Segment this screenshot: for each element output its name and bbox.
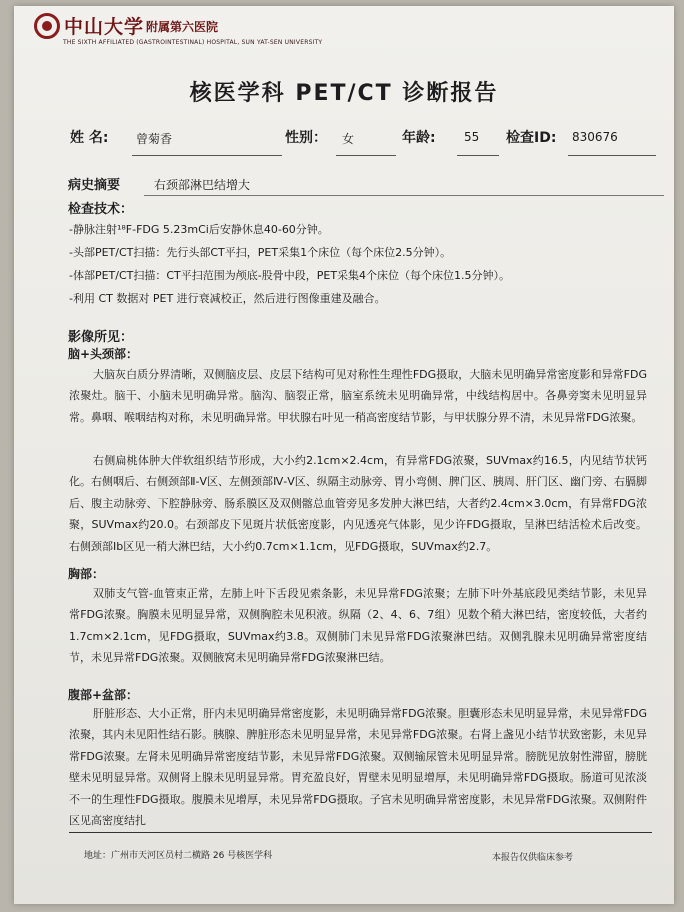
- brain-neck-paragraph-1: 大脑灰白质分界清晰，双侧脑皮层、皮层下结构可见对称性生理性FDG摄取，大脑未见明确异常密度影和异常FDG浓聚灶。脑干、小脑未见明确异常。脑沟、脑裂正常，脑室系统未见明确异常，中线结构居中。各鼻旁窦未见明显异常。鼻咽、喉咽结构对称，未见明确异常。甲状腺右叶见一稍高密度结节影，与甲状腺分界不清，未见异常FDG浓聚。: [69, 368, 647, 424]
- technique-heading: 检查技术：: [68, 202, 134, 217]
- technique-line: -利用 CT 数据对 PET 进行衰减校正，然后进行图像重建及融合。: [69, 292, 386, 305]
- exam-id-label: 检查ID:: [506, 130, 557, 146]
- footer-disclaimer: 本报告仅供临床参考: [492, 853, 574, 863]
- technique-line: -头部PET/CT扫描：先行头部CT平扫，PET采集1个床位（每个床位2.5分钟）。: [69, 246, 452, 259]
- brain-neck-paragraph-2: 右侧扁桃体肿大伴软组织结节形成，大小约2.1cm×2.4cm，有异常FDG浓聚，SUVmax约16.5，内见结节状钙化。右侧咽后、右侧颈部Ⅱ-Ⅴ区、左侧颈部Ⅳ-Ⅴ区、纵隔主动脉旁、胃小弯侧、脾门区、胰周、肝门区、幽门旁、右膈脚后、腹主动脉旁、下腔静脉旁、肠系膜区及双侧髂总血管旁见多发肿大淋巴结，大者约2.4cm×3.0cm，有异常FDG浓聚，SUVmax约20.0。右颈部皮下见斑片状低密度影，内见透亮气体影，见少许FDG摄取，呈淋巴结活检术后改变。右侧颈部Ⅰb区见一稍大淋巴结，大小约0.7cm×1.1cm，见FDG摄取，SUVmax约2.7。: [69, 454, 647, 553]
- report-page: [14, 6, 674, 904]
- name-underline: [132, 155, 282, 156]
- hospital-logo-icon: [34, 13, 60, 39]
- chest-paragraph: 双肺支气管-血管束正常，左肺上叶下舌段见索条影，未见异常FDG浓聚；左肺下叶外基底段见类结节影，未见异常FDG浓聚。胸膜未见明显异常，双侧胸腔未见积液。纵隔（2、4、6、7组）见数个稍大淋巴结，密度较低，大者约1.7cm×2.1cm，见FDG摄取，SUVmax约3.8。双侧肺门未见异常FDG浓聚淋巴结。双侧乳腺未见明确异常密度结节，未见异常FDG浓聚。双侧腋窝未见明确异常FDG浓聚淋巴结。: [69, 587, 647, 665]
- hospital-suffix: 附属第六医院: [146, 20, 219, 34]
- abdomen-heading: 腹部+盆部：: [68, 688, 139, 702]
- history-value: 右颈部淋巴结增大: [154, 178, 251, 192]
- chest-heading: 胸部：: [68, 567, 105, 581]
- name-label: 姓 名:: [70, 130, 109, 146]
- sex-value: 女: [342, 132, 355, 146]
- age-label: 年龄:: [402, 130, 436, 146]
- exam-id-value: 830676: [572, 130, 618, 144]
- technique-line: -静脉注射¹⁸F-FDG 5.23mCi后安静休息40-60分钟。: [69, 223, 329, 236]
- hospital-name: 中山大学: [64, 16, 145, 38]
- sex-label: 性别：: [285, 130, 327, 146]
- history-label: 病史摘要: [68, 178, 121, 193]
- brain-neck-heading: 脑+头颈部：: [68, 347, 139, 361]
- hospital-english-name: THE SIXTH AFFILIATED (GASTROINTESTINAL) HOSPITAL, SUN YAT-SEN UNIVERSITY: [63, 39, 323, 46]
- age-value: 55: [464, 130, 480, 144]
- report-title: 核医学科 PET/CT 诊断报告: [189, 81, 499, 106]
- technique-line: -体部PET/CT扫描：CT平扫范围为颅底-股骨中段，PET采集4个床位（每个床位1.5分钟）。: [69, 269, 511, 282]
- age-underline: [457, 155, 499, 156]
- abdomen-paragraph: 肝脏形态、大小正常，肝内未见明确异常密度影，未见明确异常FDG浓聚。胆囊形态未见明显异常，未见异常FDG浓聚，其内未见阳性结石影。胰腺、脾脏形态未见明显异常，未见异常FDG浓聚。右肾上盏见小结节状致密影，未见异常FDG浓聚。左肾未见明确异常密度结节影，未见异常FDG浓聚。双侧输尿管未见明显异常。膀胱见放射性滞留，膀胱壁未见明显异常。双侧肾上腺未见明显异常。胃充盈良好，胃壁未见明显增厚，未见明确异常FDG摄取。肠道可见浓淡不一的生理性FDG摄取。腹膜未见增厚，未见异常FDG摄取。子宫未见明确异常密度影，未见异常FDG浓聚。双侧附件区见高密度结扎: [69, 707, 647, 828]
- name-value: 曾菊香: [136, 132, 173, 146]
- exam-id-underline: [568, 155, 656, 156]
- history-underline: [144, 195, 664, 196]
- findings-heading: 影像所见：: [68, 330, 134, 345]
- footer-divider: [69, 832, 652, 833]
- sex-underline: [336, 155, 396, 156]
- footer-address: 地址：广州市天河区员村二横路 26 号核医学科: [84, 851, 273, 861]
